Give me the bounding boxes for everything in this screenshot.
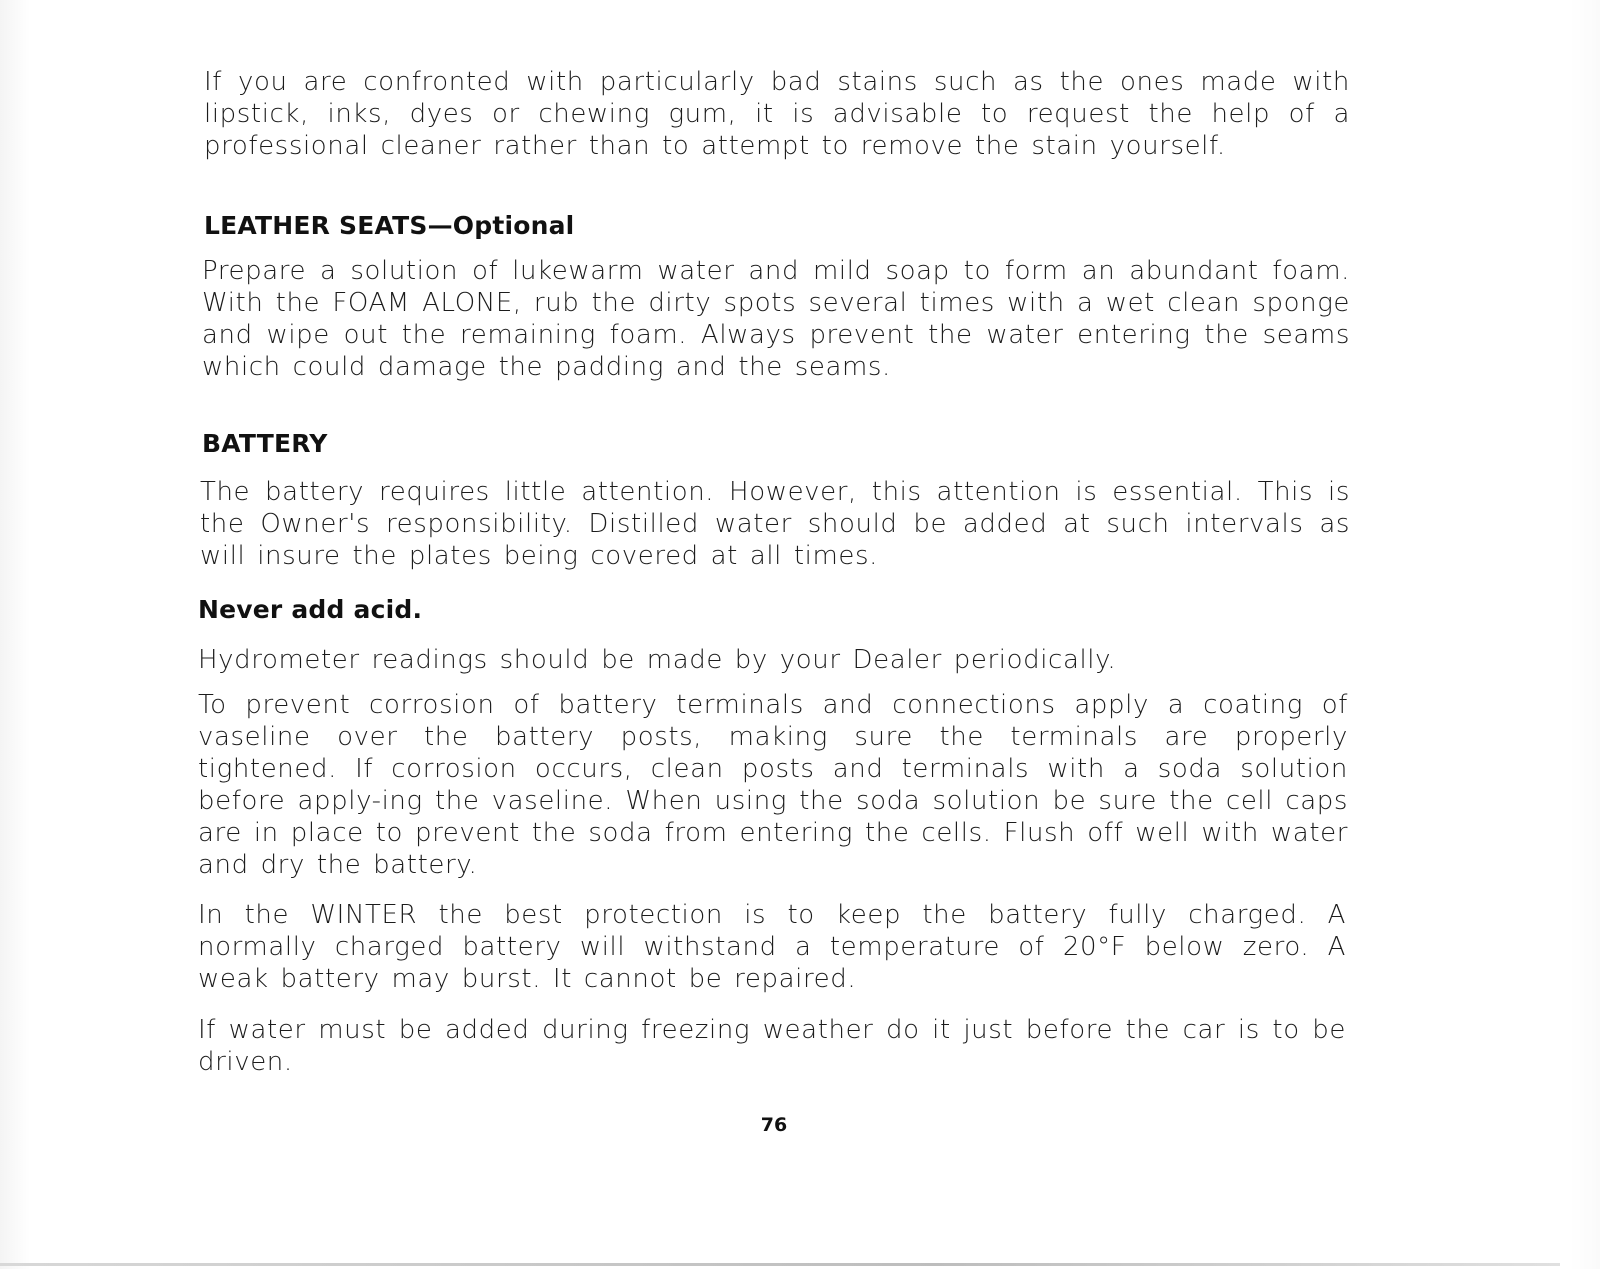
corrosion-paragraph: To prevent corrosion of battery terminals and connections apply a coating of vaseline over the battery posts, making sure the terminals are properly tightened. If corrosion occurs, clean posts and terminals with a soda solution before apply-ing the vaseline. When using the soda solution be sure the cell caps are in place to prevent the soda from entering the cells. Flush off well with water and dry the battery.	[198, 690, 1348, 880]
battery-heading: BATTERY	[202, 429, 328, 458]
never-add-acid-warning: Never add acid.	[198, 595, 423, 624]
leather-seats-paragraph: Prepare a solution of lukewarm water and mild soap to form an abundant foam. With the FOAM ALONE, rub the dirty spots several times with a wet clean sponge and wipe out the remaining foam. Always prevent the water entering the seams which could damage the padding and the seams.	[202, 256, 1350, 382]
page-number: 76	[760, 1114, 788, 1136]
freezing-weather-paragraph: If water must be added during freezing weather do it just before the car is to be driven.	[198, 1015, 1346, 1077]
hydrometer-paragraph: Hydrometer readings should be made by your Dealer periodically.	[198, 645, 1117, 675]
leather-seats-heading: LEATHER SEATS—Optional	[204, 211, 575, 240]
winter-paragraph: In the WINTER the best protection is to keep the battery fully charged. A normally charged battery will withstand a temperature of 20°F below zero. A weak battery may burst. It cannot be repaired.	[198, 900, 1346, 994]
stain-advice-paragraph: If you are confronted with particularly bad stains such as the ones made with lipstick, inks, dyes or chewing gum, it is advisable to request the help of a professional cleaner rather than to attempt to remove the stain yourself.	[204, 67, 1350, 161]
scan-bottom-edge	[0, 1263, 1560, 1266]
battery-intro-paragraph: The battery requires little attention. However, this attention is essential. This is the Owner's responsibility. Distilled water should be added at such intervals as will insure the plates being covered at all times.	[200, 477, 1350, 571]
